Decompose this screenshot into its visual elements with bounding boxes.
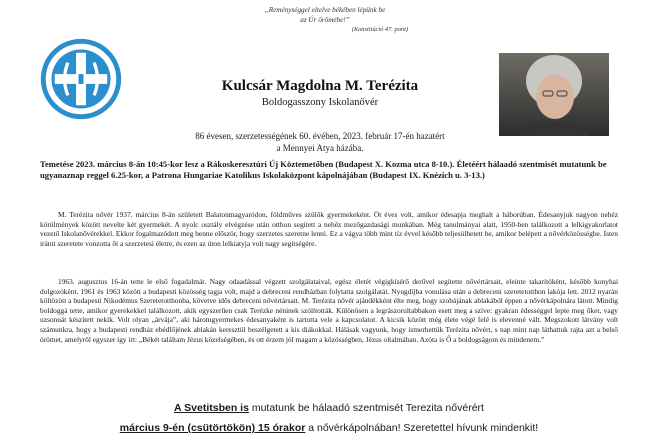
quote-line-2: az Úr örömébe!” [300, 15, 350, 24]
footer-line-1-text: mutatunk be hálaadó szentmisét Terezita nővérért [248, 402, 484, 414]
footer-line-1-highlight: A Svetitsben is [174, 402, 249, 414]
quote-source: (Konstitúció 47. pont) [351, 26, 408, 34]
biography-paragraph-2: 1963. augusztus 16-án tette le első fogadalmát. Nagy odaadással végzett szolgálataival, egész életét végigkísérő derűvel segítette nővértársait, eleinte takarítóként, később konyhai dolgozóként. 1961 és 1963 között a budapesti közösség tagja volt, majd a debreceni rendházban folytatta szolgálatát. Nyugdíjba vonulása után a debreceni szeretetotthon lakója lett. 2012 nyarán költözött a budapesti Nikodémus Szeretetotthonba, követve idős debreceni nővértársait. M. Terézita nővér ajándékként élte meg, hogy szobájának ablakából éppen a nővérkápolnára látott. Mindig boldoggá tette, amikor gyerekekkel találkozott, akik egyszerűen csak Teréz​ke néninek szólították. Különösen a legrászorultabbakon esett meg a szíve: gyakran édességgel lepte meg őket, vagy uzsonnát készített nekik. Volt olyan „árvája”, aki háromgyermekes édesanyaként is tartotta vele a kapcsolatot. A kicsik között még élete végé felé is elevenné vált. Megszokott látvány volt számunkra, hogy a budapesti rendház ebédlőjének ablakán keresztül beszélgetett a kis diákokkal. Hálásak vagyunk, hogy ismerhettük Terézita nővért, s nap mint nap láthattuk rajta azt a belső örömet, amelyről egyszer így írt: „Békét találtam Jézus közelségében, és ott érzem jól magam a közösségben, Jézus oltalmában. Azóta is Ő a boldogságom és mindenem.” [40, 277, 618, 344]
deceased-name: Kulcsár Magdolna M. Terézita [221, 78, 419, 94]
funeral-details: Temetése 2023. március 8-án 10:45-kor lesz a Rákoskeresztúri Új Köztemetőben (Budapest X. Kozma utca 8-10.). Életéért hálaadó szentmisét mutatunk be ugyanaznap reggel 6.25-kor, a Patrona Hungariae Katolikus Iskolaközpont kápolnájában (Budapest IX. Knézich u. 3-13.) [40, 159, 607, 181]
portrait-photo [499, 53, 609, 136]
footer-line-2 [40, 422, 618, 434]
age-line-1: 86 évesen, szerzetességének 60. évében, 2023. február 17-én hazatért [195, 131, 445, 141]
age-notice [140, 130, 500, 154]
footer-line-2-text: a nővérkápolnában! Szeretettel hívunk mindenkit! [305, 422, 539, 434]
order-subtitle: Boldogasszony Iskolanővér [261, 97, 379, 108]
quote-line-1: „Reménységgel eltelve békében lépünk be [264, 6, 386, 14]
footer-line-1 [40, 402, 618, 414]
congregation-logo-icon [40, 38, 122, 120]
age-line-2: a Mennyei Atya házába. [276, 143, 364, 153]
footer-line-2-highlight: március 9-én (csütörtökön) 15 órakor [119, 422, 306, 434]
biography-paragraph-1: M. Terézita nővér 1937. március 8-án született Balatonmagyaródon, földműves szülők gyermekeként. Öt éves volt, amikor édesapja meghalt a háborúban. Édesanyjuk nagyon nehéz körülmények között nevelte két gyermekét. A nyolc osztály elvégzése után otthon segített a nehéz mezőgazdasági munkában. Még tanulmányai alatt, 1950-ben találkozott a lelkigyakorlatot vezető Iskolanővérekkel. Ekkor fogalmazódott meg benne először, hogy szerzetes szeretne lenni. Ez a vágya több mint tíz évvel később teljesülhetett be, amikor belépett a nővérközösségbe. Isten iránti szeretete vonzotta őt a szerzetesi életre, és ezen az úton lelkiatyja volt nagy segítségére. [40, 210, 618, 248]
quote-block [220, 6, 430, 35]
